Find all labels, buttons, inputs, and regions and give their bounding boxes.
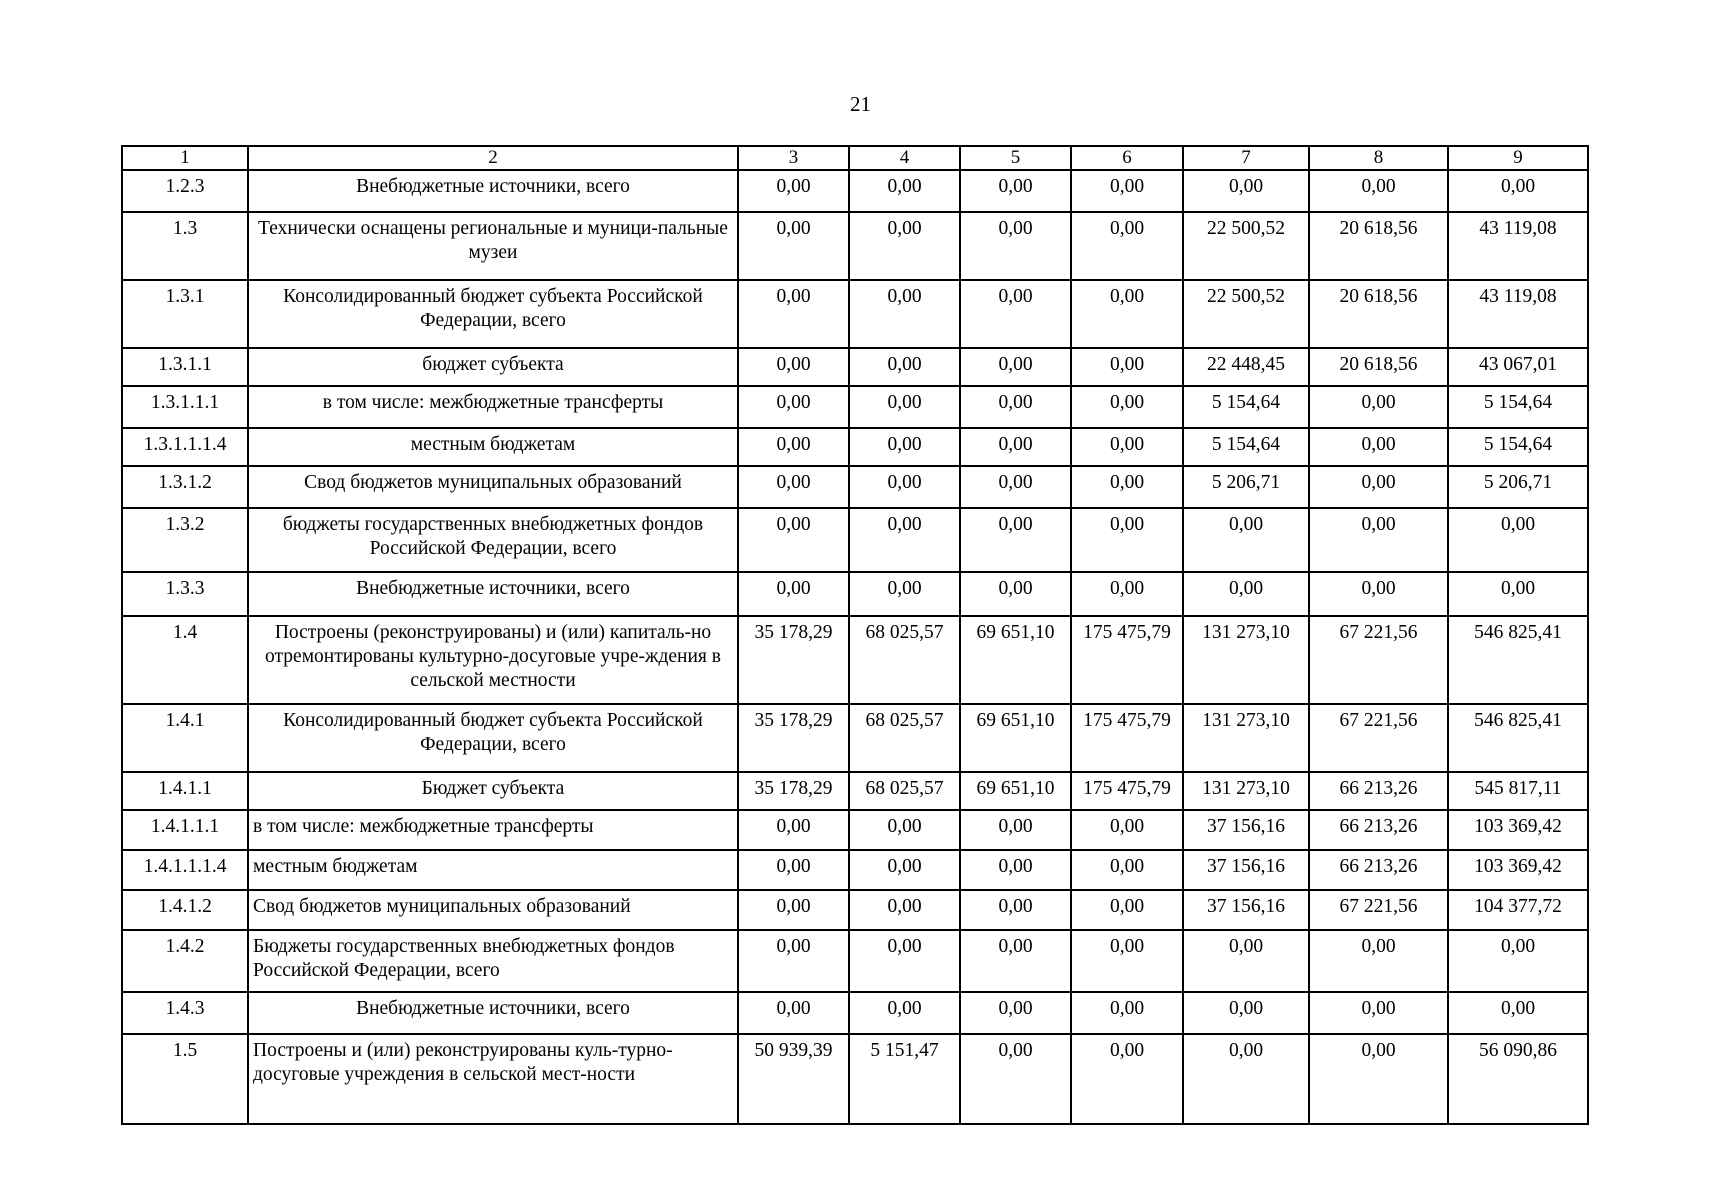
value-cell: 0,00 xyxy=(849,890,960,930)
row-code: 1.4.3 xyxy=(122,992,248,1034)
value-cell: 0,00 xyxy=(1071,508,1183,572)
value-cell: 0,00 xyxy=(738,212,849,280)
value-cell: 20 618,56 xyxy=(1309,348,1448,386)
value-cell: 5 206,71 xyxy=(1183,466,1309,508)
value-cell: 0,00 xyxy=(738,280,849,348)
value-cell: 67 221,56 xyxy=(1309,890,1448,930)
value-cell: 20 618,56 xyxy=(1309,280,1448,348)
value-cell: 0,00 xyxy=(849,386,960,428)
value-cell: 0,00 xyxy=(849,810,960,850)
value-cell: 0,00 xyxy=(960,572,1071,616)
value-cell: 0,00 xyxy=(1071,348,1183,386)
value-cell: 69 651,10 xyxy=(960,772,1071,810)
column-header: 7 xyxy=(1183,146,1309,170)
table-row xyxy=(122,704,1588,772)
value-cell: 0,00 xyxy=(849,212,960,280)
value-cell: 0,00 xyxy=(1071,992,1183,1034)
row-name: бюджеты государственных внебюджетных фондов Российской Федерации, всего xyxy=(248,508,738,572)
table-row xyxy=(122,616,1588,704)
value-cell: 0,00 xyxy=(960,1034,1071,1124)
value-cell: 0,00 xyxy=(1071,428,1183,466)
value-cell: 0,00 xyxy=(849,572,960,616)
value-cell: 0,00 xyxy=(960,428,1071,466)
value-cell: 0,00 xyxy=(1309,930,1448,992)
value-cell: 22 448,45 xyxy=(1183,348,1309,386)
value-cell: 131 273,10 xyxy=(1183,616,1309,704)
row-code: 1.3 xyxy=(122,212,248,280)
value-cell: 66 213,26 xyxy=(1309,850,1448,890)
value-cell: 0,00 xyxy=(1183,930,1309,992)
value-cell: 0,00 xyxy=(1183,572,1309,616)
value-cell: 20 618,56 xyxy=(1309,212,1448,280)
column-number-row xyxy=(122,146,1588,170)
value-cell: 43 119,08 xyxy=(1448,212,1588,280)
row-code: 1.4.1.1 xyxy=(122,772,248,810)
value-cell: 68 025,57 xyxy=(849,704,960,772)
value-cell: 0,00 xyxy=(1309,466,1448,508)
row-name: Внебюджетные источники, всего xyxy=(248,572,738,616)
row-code: 1.3.1.1 xyxy=(122,348,248,386)
column-header: 6 xyxy=(1071,146,1183,170)
value-cell: 0,00 xyxy=(1071,890,1183,930)
value-cell: 0,00 xyxy=(738,810,849,850)
value-cell: 69 651,10 xyxy=(960,616,1071,704)
value-cell: 0,00 xyxy=(849,466,960,508)
row-code: 1.3.2 xyxy=(122,508,248,572)
value-cell: 0,00 xyxy=(960,890,1071,930)
column-header: 2 xyxy=(248,146,738,170)
table-row xyxy=(122,930,1588,992)
value-cell: 0,00 xyxy=(960,930,1071,992)
value-cell: 0,00 xyxy=(1183,1034,1309,1124)
value-cell: 0,00 xyxy=(738,428,849,466)
value-cell: 22 500,52 xyxy=(1183,212,1309,280)
value-cell: 0,00 xyxy=(1071,930,1183,992)
value-cell: 68 025,57 xyxy=(849,616,960,704)
value-cell: 0,00 xyxy=(1071,280,1183,348)
row-code: 1.4.1 xyxy=(122,704,248,772)
row-code: 1.3.1.2 xyxy=(122,466,248,508)
value-cell: 0,00 xyxy=(849,428,960,466)
value-cell: 546 825,41 xyxy=(1448,616,1588,704)
table-row xyxy=(122,772,1588,810)
value-cell: 35 178,29 xyxy=(738,704,849,772)
value-cell: 56 090,86 xyxy=(1448,1034,1588,1124)
value-cell: 0,00 xyxy=(1309,428,1448,466)
value-cell: 0,00 xyxy=(849,170,960,212)
value-cell: 546 825,41 xyxy=(1448,704,1588,772)
value-cell: 0,00 xyxy=(960,386,1071,428)
value-cell: 0,00 xyxy=(1448,572,1588,616)
value-cell: 0,00 xyxy=(849,280,960,348)
value-cell: 37 156,16 xyxy=(1183,810,1309,850)
row-name: Построены и (или) реконструированы куль-турно-досуговые учреждения в сельской мест-ности xyxy=(248,1034,738,1124)
page-number: 21 xyxy=(850,92,871,116)
row-name: Построены (реконструированы) и (или) капиталь-но отремонтированы культурно-досуговые учре-ждения в сельской местности xyxy=(248,616,738,704)
value-cell: 0,00 xyxy=(738,890,849,930)
value-cell: 0,00 xyxy=(960,810,1071,850)
column-header: 1 xyxy=(122,146,248,170)
column-header: 3 xyxy=(738,146,849,170)
row-name: Бюджет субъекта xyxy=(248,772,738,810)
value-cell: 0,00 xyxy=(738,508,849,572)
table-row xyxy=(122,890,1588,930)
value-cell: 0,00 xyxy=(738,572,849,616)
value-cell: 0,00 xyxy=(849,850,960,890)
value-cell: 0,00 xyxy=(1183,992,1309,1034)
value-cell: 0,00 xyxy=(1071,572,1183,616)
row-code: 1.4.1.2 xyxy=(122,890,248,930)
table-row xyxy=(122,572,1588,616)
value-cell: 131 273,10 xyxy=(1183,772,1309,810)
row-code: 1.4.1.1.1.4 xyxy=(122,850,248,890)
value-cell: 175 475,79 xyxy=(1071,704,1183,772)
value-cell: 5 154,64 xyxy=(1448,386,1588,428)
row-code: 1.3.3 xyxy=(122,572,248,616)
table-row xyxy=(122,810,1588,850)
row-name: Внебюджетные источники, всего xyxy=(248,992,738,1034)
column-header: 8 xyxy=(1309,146,1448,170)
value-cell: 0,00 xyxy=(960,850,1071,890)
value-cell: 66 213,26 xyxy=(1309,772,1448,810)
value-cell: 0,00 xyxy=(960,170,1071,212)
value-cell: 68 025,57 xyxy=(849,772,960,810)
value-cell: 0,00 xyxy=(960,508,1071,572)
row-code: 1.5 xyxy=(122,1034,248,1124)
value-cell: 0,00 xyxy=(849,992,960,1034)
value-cell: 67 221,56 xyxy=(1309,616,1448,704)
value-cell: 545 817,11 xyxy=(1448,772,1588,810)
value-cell: 43 067,01 xyxy=(1448,348,1588,386)
value-cell: 0,00 xyxy=(1448,170,1588,212)
value-cell: 175 475,79 xyxy=(1071,772,1183,810)
table-row xyxy=(122,508,1588,572)
row-code: 1.2.3 xyxy=(122,170,248,212)
value-cell: 5 151,47 xyxy=(849,1034,960,1124)
value-cell: 0,00 xyxy=(1309,386,1448,428)
value-cell: 0,00 xyxy=(1309,508,1448,572)
row-name: Консолидированный бюджет субъекта Российской Федерации, всего xyxy=(248,280,738,348)
row-code: 1.3.1 xyxy=(122,280,248,348)
table-row xyxy=(122,850,1588,890)
value-cell: 0,00 xyxy=(1071,466,1183,508)
value-cell: 0,00 xyxy=(1448,992,1588,1034)
row-name: бюджет субъекта xyxy=(248,348,738,386)
value-cell: 175 475,79 xyxy=(1071,616,1183,704)
row-name: Внебюджетные источники, всего xyxy=(248,170,738,212)
value-cell: 66 213,26 xyxy=(1309,810,1448,850)
value-cell: 0,00 xyxy=(1448,930,1588,992)
value-cell: 0,00 xyxy=(960,280,1071,348)
row-code: 1.4.1.1.1 xyxy=(122,810,248,850)
row-code: 1.4.2 xyxy=(122,930,248,992)
value-cell: 103 369,42 xyxy=(1448,810,1588,850)
value-cell: 0,00 xyxy=(960,466,1071,508)
value-cell: 0,00 xyxy=(1071,212,1183,280)
value-cell: 22 500,52 xyxy=(1183,280,1309,348)
row-name: Консолидированный бюджет субъекта Российской Федерации, всего xyxy=(248,704,738,772)
row-name: местным бюджетам xyxy=(248,850,738,890)
value-cell: 0,00 xyxy=(1448,508,1588,572)
value-cell: 104 377,72 xyxy=(1448,890,1588,930)
value-cell: 0,00 xyxy=(738,466,849,508)
value-cell: 0,00 xyxy=(738,170,849,212)
value-cell: 0,00 xyxy=(1309,1034,1448,1124)
value-cell: 0,00 xyxy=(738,386,849,428)
table-row xyxy=(122,212,1588,280)
table-row xyxy=(122,992,1588,1034)
row-name: Бюджеты государственных внебюджетных фондов Российской Федерации, всего xyxy=(248,930,738,992)
value-cell: 131 273,10 xyxy=(1183,704,1309,772)
table-row xyxy=(122,386,1588,428)
value-cell: 5 154,64 xyxy=(1448,428,1588,466)
budget-table xyxy=(121,145,1589,1125)
value-cell: 0,00 xyxy=(1309,992,1448,1034)
value-cell: 43 119,08 xyxy=(1448,280,1588,348)
value-cell: 5 154,64 xyxy=(1183,386,1309,428)
value-cell: 0,00 xyxy=(1071,170,1183,212)
value-cell: 0,00 xyxy=(1071,810,1183,850)
value-cell: 0,00 xyxy=(1071,386,1183,428)
column-header: 4 xyxy=(849,146,960,170)
value-cell: 0,00 xyxy=(738,930,849,992)
row-code: 1.4 xyxy=(122,616,248,704)
row-name: местным бюджетам xyxy=(248,428,738,466)
value-cell: 35 178,29 xyxy=(738,616,849,704)
value-cell: 0,00 xyxy=(849,348,960,386)
value-cell: 67 221,56 xyxy=(1309,704,1448,772)
value-cell: 5 154,64 xyxy=(1183,428,1309,466)
row-code: 1.3.1.1.1.4 xyxy=(122,428,248,466)
row-name: в том числе: межбюджетные трансферты xyxy=(248,386,738,428)
value-cell: 103 369,42 xyxy=(1448,850,1588,890)
table-row xyxy=(122,348,1588,386)
value-cell: 69 651,10 xyxy=(960,704,1071,772)
table-row xyxy=(122,1034,1588,1124)
value-cell: 0,00 xyxy=(1071,850,1183,890)
value-cell: 35 178,29 xyxy=(738,772,849,810)
value-cell: 0,00 xyxy=(1071,1034,1183,1124)
value-cell: 0,00 xyxy=(960,348,1071,386)
value-cell: 0,00 xyxy=(1309,170,1448,212)
value-cell: 0,00 xyxy=(738,348,849,386)
row-code: 1.3.1.1.1 xyxy=(122,386,248,428)
row-name: Свод бюджетов муниципальных образований xyxy=(248,890,738,930)
row-name: Свод бюджетов муниципальных образований xyxy=(248,466,738,508)
value-cell: 0,00 xyxy=(1183,508,1309,572)
row-name: Технически оснащены региональные и муници-пальные музеи xyxy=(248,212,738,280)
column-header: 9 xyxy=(1448,146,1588,170)
column-header: 5 xyxy=(960,146,1071,170)
row-name: в том числе: межбюджетные трансферты xyxy=(248,810,738,850)
value-cell: 0,00 xyxy=(960,992,1071,1034)
table-row xyxy=(122,280,1588,348)
value-cell: 0,00 xyxy=(738,992,849,1034)
value-cell: 0,00 xyxy=(960,212,1071,280)
value-cell: 0,00 xyxy=(849,508,960,572)
value-cell: 0,00 xyxy=(849,930,960,992)
value-cell: 37 156,16 xyxy=(1183,850,1309,890)
table-row xyxy=(122,466,1588,508)
value-cell: 5 206,71 xyxy=(1448,466,1588,508)
value-cell: 37 156,16 xyxy=(1183,890,1309,930)
value-cell: 50 939,39 xyxy=(738,1034,849,1124)
table-row xyxy=(122,170,1588,212)
table-row xyxy=(122,428,1588,466)
value-cell: 0,00 xyxy=(738,850,849,890)
value-cell: 0,00 xyxy=(1183,170,1309,212)
value-cell: 0,00 xyxy=(1309,572,1448,616)
